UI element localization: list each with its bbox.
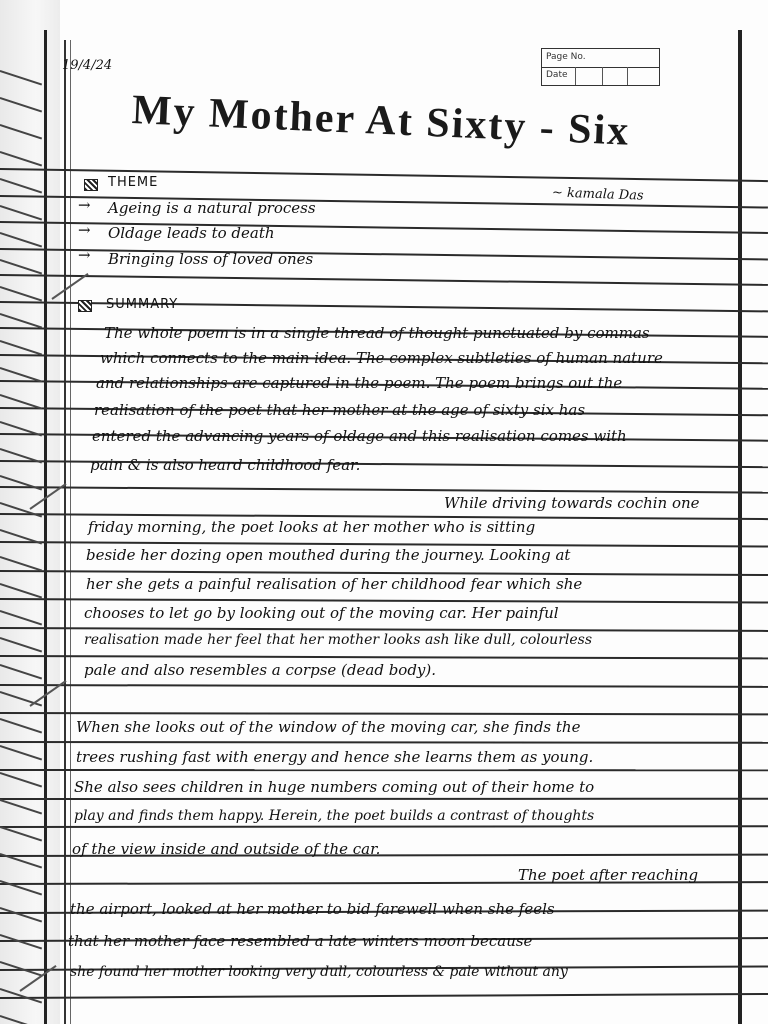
ruled-line [0, 274, 768, 286]
date-row [542, 67, 659, 85]
ruled-line [0, 797, 768, 799]
heading-box-icon [84, 179, 98, 191]
summary-line: trees rushing fast with energy and hence she learns them as young. [76, 748, 594, 766]
page-no-label: Page No. [546, 52, 586, 62]
ruled-line [0, 825, 768, 827]
summary-line: which connects to the main idea. The complex subtleties of human nature [100, 349, 663, 367]
summary-line: realisation of the poet that her mother at the age of sixty six has [94, 401, 586, 419]
date-label: Date [546, 70, 568, 80]
theme-item: Ageing is a natural process [108, 199, 316, 217]
summary-heading: SUMMARY [106, 297, 179, 312]
page-edge-line [44, 30, 47, 1024]
summary-line: she found her mother looking very dull, colourless & pale without any [70, 964, 568, 980]
ruled-line [0, 655, 768, 659]
ruled-line [0, 769, 768, 771]
date-cell-divider [627, 67, 628, 85]
summary-line: pain & is also heard childhood fear. [90, 456, 361, 474]
arrow-icon: → [78, 221, 91, 239]
date-text: 19/4/24 [62, 58, 113, 73]
arrow-icon: → [78, 196, 91, 214]
ruled-line [0, 486, 768, 493]
ruled-line [0, 741, 768, 743]
theme-heading: THEME [108, 175, 159, 190]
margin-line-inner [70, 40, 71, 1024]
date-cell-divider [602, 67, 603, 85]
summary-line: the airport, looked at her mother to bid farewell when she feels [70, 900, 555, 918]
summary-line: that her mother face resembled a late winters moon because [68, 932, 533, 950]
ruled-line [0, 598, 768, 603]
summary-line: When she looks out of the window of the moving car, she finds the [76, 718, 581, 736]
summary-line: realisation made her feel that her mother looks ash like dull, colourless [84, 632, 593, 648]
ruled-line [0, 993, 768, 999]
summary-line: While driving towards cochin one [444, 494, 700, 512]
ruled-line [0, 712, 768, 715]
ruled-line [0, 684, 768, 687]
summary-line: play and finds them happy. Herein, the poet builds a contrast of thoughts [74, 808, 595, 824]
summary-line: entered the advancing years of oldage and this realisation comes with [92, 427, 627, 445]
date-cell-divider [575, 67, 576, 85]
summary-line: She also sees children in huge numbers coming out of their home to [74, 778, 595, 796]
summary-line: her she gets a painful realisation of her childhood fear which she [86, 575, 583, 593]
heading-box-icon [78, 300, 92, 312]
summary-line: The whole poem is in a single thread of thought punctuated by commas [104, 324, 650, 342]
margin-line [64, 40, 66, 1024]
page-no-date-box [541, 48, 660, 86]
summary-line: chooses to let go by looking out of the moving car. Her painful [84, 604, 559, 622]
ruled-line [0, 627, 768, 632]
author-name: ~ kamala Das [551, 185, 644, 204]
summary-line: and relationships are captured in the poem. The poem brings out the [96, 374, 623, 392]
summary-line: of the view inside and outside of the car. [72, 840, 381, 858]
summary-line: friday morning, the poet looks at her mother who is sitting [88, 518, 536, 536]
theme-item: Bringing loss of loved ones [108, 250, 314, 268]
page-no-row [542, 49, 659, 68]
summary-line: pale and also resembles a corpse (dead body). [84, 661, 437, 679]
arrow-icon: → [78, 246, 91, 264]
page-title: My Mother At Sixty - Six [130, 87, 632, 155]
theme-item: Oldage leads to death [108, 224, 275, 242]
summary-line: The poet after reaching [518, 866, 699, 884]
summary-line: beside her dozing open mouthed during the journey. Looking at [86, 546, 571, 564]
